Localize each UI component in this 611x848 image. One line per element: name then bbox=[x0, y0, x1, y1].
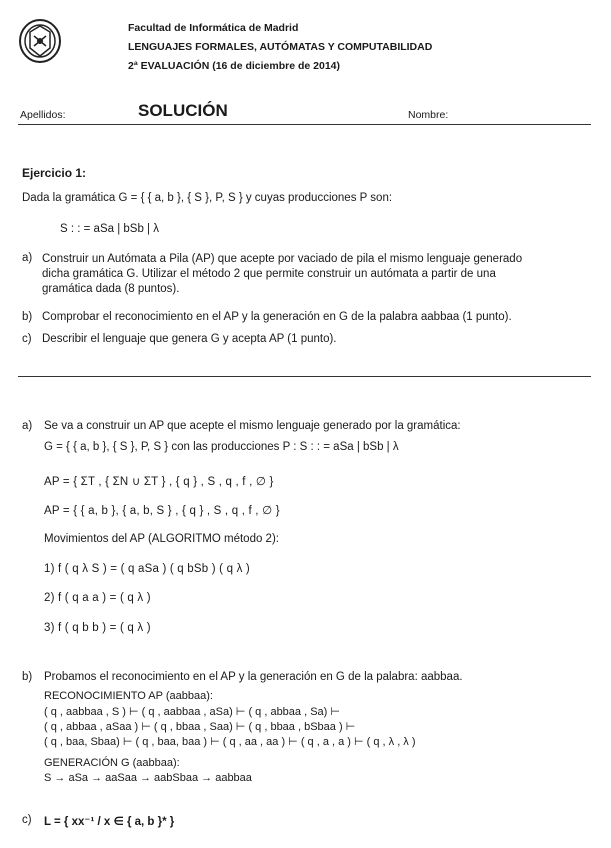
generation-title: GENERACIÓN G (aabbaa): bbox=[44, 757, 180, 769]
sol-c-label: c) bbox=[22, 814, 32, 826]
movements-title: Movimientos del AP (ALGORITMO método 2): bbox=[44, 533, 279, 545]
sol-b-intro: Probamos el reconocimiento en el AP y la generación en G de la palabra: aabbaa. bbox=[44, 671, 463, 683]
grammar-productions: S : : = aSa | bSb | λ bbox=[60, 223, 159, 235]
faculty-seal-icon bbox=[18, 18, 62, 64]
recognition-line-3: ( q , baa, Sbaa) ⊢ ( q , baa, baa ) ⊢ ( q , aa , aa ) ⊢ ( q , a , a ) ⊢ ( q , λ , λ ) bbox=[44, 736, 416, 748]
ap-concrete: AP = { { a, b }, { a, b, S } , { q } , S , q , f , ∅ } bbox=[44, 505, 280, 517]
ap-generic: AP = { ΣT , { ΣN ∪ ΣT } , { q } , S , q , f , ∅ } bbox=[44, 476, 274, 488]
header-rule bbox=[18, 124, 591, 125]
move-1: 1) f ( q λ S ) = ( q aSa ) ( q bSb ) ( q λ ) bbox=[44, 563, 250, 575]
exam-date: 2ª EVALUACIÓN (16 de diciembre de 2014) bbox=[128, 60, 341, 72]
sol-a-label: a) bbox=[22, 420, 33, 432]
sol-a-grammar: G = { { a, b }, { S }, P, S } con las producciones P : S : : = aSa | bSb | λ bbox=[44, 441, 399, 453]
recognition-title: RECONOCIMIENTO AP (aabbaa): bbox=[44, 690, 213, 702]
item-c-label: c) bbox=[22, 333, 32, 345]
move-3: 3) f ( q b b ) = ( q λ ) bbox=[44, 622, 151, 634]
item-b-text: Comprobar el reconocimiento en el AP y la generación en G de la palabra aabbaa (1 punto). bbox=[42, 311, 512, 323]
item-a-line-3: gramática dada (8 puntos). bbox=[42, 283, 180, 295]
item-c-text: Describir el lenguaje que genera G y acepta AP (1 punto). bbox=[42, 333, 337, 345]
move-2: 2) f ( q a a ) = ( q λ ) bbox=[44, 592, 151, 604]
item-a-label: a) bbox=[22, 252, 33, 264]
language-definition: L = { xx⁻¹ / x ∈ { a, b }* } bbox=[44, 816, 175, 828]
exercise-intro: Dada la gramática G = { { a, b }, { S }, P, S } y cuyas producciones P son: bbox=[22, 192, 393, 204]
apellidos-label: Apellidos: bbox=[20, 109, 66, 121]
exercise-title: Ejercicio 1: bbox=[22, 166, 87, 180]
solution-title: SOLUCIÓN bbox=[138, 101, 228, 120]
recognition-line-1: ( q , aabbaa , S ) ⊢ ( q , aabbaa , aSa) ⊢ ( q , abbaa , Sa) ⊢ bbox=[44, 706, 340, 718]
nombre-label: Nombre: bbox=[408, 109, 449, 121]
item-a-line-2: dicha gramática G. Utilizar el método 2 que permite construir un autómata a partir de una bbox=[42, 268, 496, 280]
faculty-name: Facultad de Informática de Madrid bbox=[128, 22, 299, 34]
sol-a-intro: Se va a construir un AP que acepte el mismo lenguaje generado por la gramática: bbox=[44, 420, 461, 432]
section-rule bbox=[18, 376, 591, 377]
item-a-text bbox=[42, 252, 522, 297]
recognition-line-2: ( q , abbaa , aSaa ) ⊢ ( q , bbaa , Saa) ⊢ ( q , bbaa , bSbaa ) ⊢ bbox=[44, 721, 356, 733]
course-title: LENGUAJES FORMALES, AUTÓMATAS Y COMPUTABILIDAD bbox=[128, 41, 433, 53]
item-b-label: b) bbox=[22, 311, 33, 323]
sol-b-label: b) bbox=[22, 671, 33, 683]
item-a-line-1: Construir un Autómata a Pila (AP) que acepte por vaciado de pila el mismo lenguaje generado bbox=[42, 253, 523, 265]
generation-line-1: S → aSa → aaSaa → aabSbaa → aabbaa bbox=[44, 772, 252, 784]
